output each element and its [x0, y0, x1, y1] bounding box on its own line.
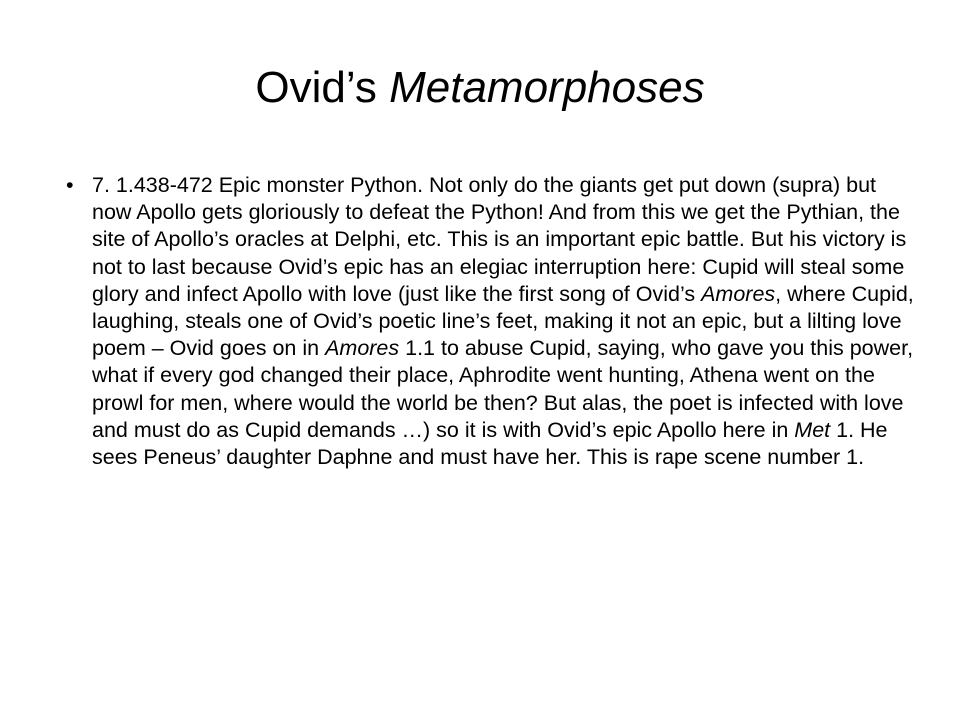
text-segment: 1.1 to abuse Cupid, saying, who gave you this power, what if every god changed their place, Aphrodite went hunting, Athena went on the prowl for men, where would the world be then? But alas, the poet is infected with love and must do as Cupid demands …) so it is with Ovid’s epic Apollo here in — [92, 336, 914, 442]
italic-work-title: Amores — [325, 336, 400, 361]
slide-title — [0, 58, 960, 118]
bullet-marker: • — [66, 173, 74, 197]
text-segment: 1. He sees Peneus’ daughter Daphne and must have her. This is rape scene number 1. — [92, 417, 888, 470]
slide-body — [66, 172, 916, 471]
italic-work-title: Amores — [701, 281, 776, 306]
bullet-text — [92, 172, 916, 471]
text-segment: 7. 1.438-472 Epic monster Python. Not only do the giants get put down (supra) but now Apollo gets gloriously to defeat the Python! And from this we get the Pythian, the site of Apollo’s oracles at Delphi, etc. This is an important epic battle. But his victory is not to last because Ovid’s epic has an elegiac interruption here: Cupid will steal some glory and infect Apollo with love (just like the first song of Ovid’s — [92, 173, 907, 306]
title-italic-work: Metamorphoses — [389, 63, 705, 112]
bullet-item — [66, 172, 916, 471]
italic-work-title: Met — [794, 417, 831, 442]
title-prefix: Ovid’s — [255, 63, 390, 112]
text-segment: , where Cupid, laughing, steals one of Ovid’s poetic line’s feet, making it not an epic, but a lilting love poem – Ovid goes on in — [92, 281, 914, 361]
